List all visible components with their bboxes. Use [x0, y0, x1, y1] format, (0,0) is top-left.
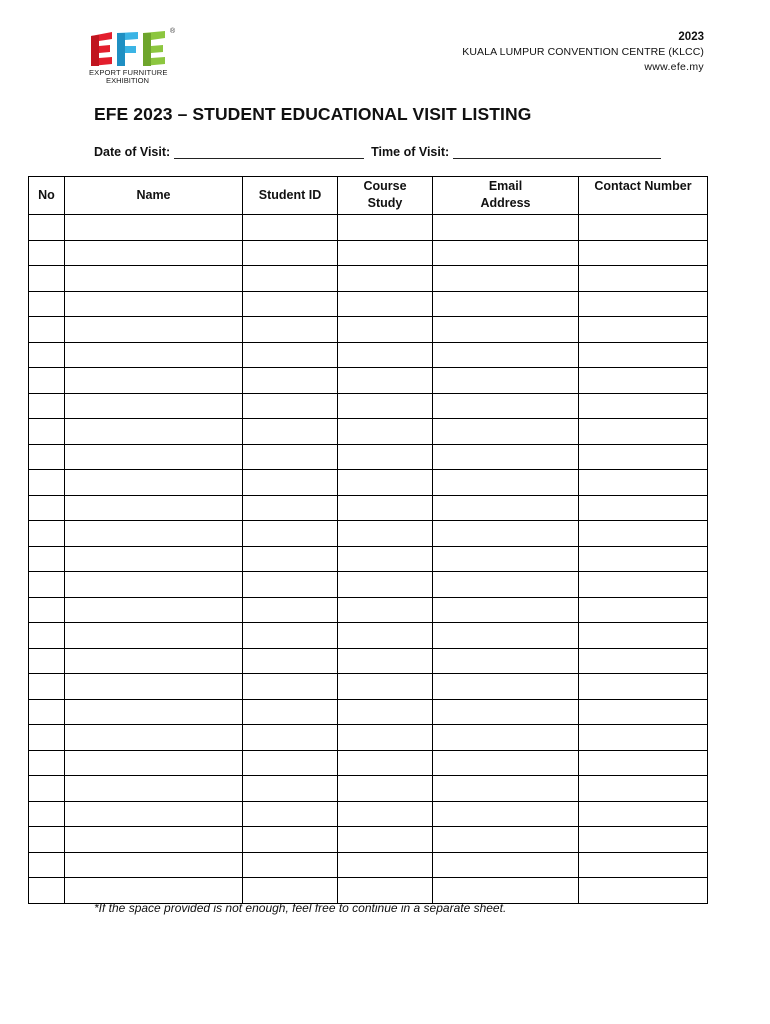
cell-contact-number[interactable]: [579, 648, 708, 674]
cell-student-id[interactable]: [243, 368, 338, 394]
cell-student-id[interactable]: [243, 419, 338, 445]
cell-student-id[interactable]: [243, 674, 338, 700]
cell-no[interactable]: [29, 470, 65, 496]
cell-course-study[interactable]: [338, 674, 433, 700]
cell-student-id[interactable]: [243, 750, 338, 776]
event-year: 2023: [678, 31, 704, 43]
cell-contact-number[interactable]: [579, 342, 708, 368]
cell-email-address[interactable]: [433, 393, 579, 419]
cell-name[interactable]: [65, 597, 243, 623]
cell-no[interactable]: [29, 215, 65, 241]
cell-name[interactable]: [65, 368, 243, 394]
table-row: [29, 597, 708, 623]
cell-no[interactable]: [29, 597, 65, 623]
header-student-id: Student ID: [243, 177, 338, 215]
cell-email-address[interactable]: [433, 801, 579, 827]
table-row: [29, 801, 708, 827]
cell-contact-number[interactable]: [579, 240, 708, 266]
cell-no[interactable]: [29, 419, 65, 445]
cell-no[interactable]: [29, 801, 65, 827]
logo-text-line1: EXPORT FURNITURE: [89, 68, 168, 77]
cell-name[interactable]: [65, 776, 243, 802]
student-listing-table: [28, 176, 708, 904]
cell-contact-number[interactable]: [579, 495, 708, 521]
cell-student-id[interactable]: [243, 725, 338, 751]
cell-email-address[interactable]: [433, 750, 579, 776]
cell-student-id[interactable]: [243, 291, 338, 317]
cell-contact-number[interactable]: [579, 546, 708, 572]
cell-name[interactable]: [65, 699, 243, 725]
cell-course-study[interactable]: [338, 597, 433, 623]
cell-no[interactable]: [29, 495, 65, 521]
cell-name[interactable]: [65, 419, 243, 445]
cell-contact-number[interactable]: [579, 776, 708, 802]
efe-logo-mark: [88, 30, 168, 68]
cell-name[interactable]: [65, 623, 243, 649]
visit-details: [94, 145, 665, 159]
cell-student-id[interactable]: [243, 801, 338, 827]
cell-no[interactable]: [29, 699, 65, 725]
cell-student-id[interactable]: [243, 776, 338, 802]
table-row: [29, 266, 708, 292]
cell-name[interactable]: [65, 266, 243, 292]
cell-email-address[interactable]: [433, 317, 579, 343]
cell-email-address[interactable]: [433, 368, 579, 394]
cell-no[interactable]: [29, 572, 65, 598]
cell-name[interactable]: [65, 827, 243, 853]
cell-contact-number[interactable]: [579, 801, 708, 827]
cell-email-address[interactable]: [433, 597, 579, 623]
cell-email-address[interactable]: [433, 623, 579, 649]
table-row: [29, 623, 708, 649]
cell-no[interactable]: [29, 776, 65, 802]
cell-contact-number[interactable]: [579, 291, 708, 317]
table-row: [29, 699, 708, 725]
cell-contact-number[interactable]: [579, 674, 708, 700]
table-row: [29, 444, 708, 470]
cell-course-study[interactable]: [338, 521, 433, 547]
time-of-visit-field[interactable]: [453, 146, 661, 159]
cell-email-address[interactable]: [433, 291, 579, 317]
cell-name[interactable]: [65, 495, 243, 521]
header-course-line1: Course: [363, 179, 407, 193]
cell-student-id[interactable]: [243, 546, 338, 572]
cell-course-study[interactable]: [338, 495, 433, 521]
cell-student-id[interactable]: [243, 266, 338, 292]
header-course-study: [338, 177, 433, 215]
cell-name[interactable]: [65, 342, 243, 368]
cell-course-study[interactable]: [338, 546, 433, 572]
cell-contact-number[interactable]: [579, 393, 708, 419]
table-row: [29, 750, 708, 776]
cell-name[interactable]: [65, 215, 243, 241]
cell-course-study[interactable]: [338, 240, 433, 266]
cell-student-id[interactable]: [243, 470, 338, 496]
date-of-visit-label: Date of Visit:: [94, 145, 171, 159]
header-no: No: [29, 177, 65, 215]
cell-email-address[interactable]: [433, 878, 579, 904]
cell-email-address[interactable]: [433, 776, 579, 802]
cell-course-study[interactable]: [338, 725, 433, 751]
table-row: [29, 215, 708, 241]
event-info: [462, 30, 704, 75]
table-row: [29, 674, 708, 700]
cell-course-study[interactable]: [338, 750, 433, 776]
header-email-line1: Email: [488, 179, 523, 193]
cell-name[interactable]: [65, 291, 243, 317]
cell-course-study[interactable]: [338, 215, 433, 241]
cell-course-study[interactable]: [338, 648, 433, 674]
cell-no[interactable]: [29, 648, 65, 674]
cell-course-study[interactable]: [338, 776, 433, 802]
cell-contact-number[interactable]: [579, 878, 708, 904]
cell-email-address[interactable]: [433, 419, 579, 445]
cell-name[interactable]: [65, 852, 243, 878]
cell-no[interactable]: [29, 393, 65, 419]
cell-name[interactable]: [65, 674, 243, 700]
table-row: [29, 878, 708, 904]
cell-contact-number[interactable]: [579, 623, 708, 649]
table-row: [29, 776, 708, 802]
table-body: [29, 215, 708, 904]
cell-email-address[interactable]: [433, 444, 579, 470]
cell-course-study[interactable]: [338, 801, 433, 827]
table-row: [29, 419, 708, 445]
cell-contact-number[interactable]: [579, 827, 708, 853]
cell-email-address[interactable]: [433, 852, 579, 878]
cell-contact-number[interactable]: [579, 597, 708, 623]
cell-email-address[interactable]: [433, 674, 579, 700]
cell-name[interactable]: [65, 750, 243, 776]
cell-name[interactable]: [65, 521, 243, 547]
cell-email-address[interactable]: [433, 572, 579, 598]
cell-no[interactable]: [29, 725, 65, 751]
cell-course-study[interactable]: [338, 368, 433, 394]
cell-name[interactable]: [65, 648, 243, 674]
cell-contact-number[interactable]: [579, 368, 708, 394]
cell-course-study[interactable]: [338, 827, 433, 853]
cell-email-address[interactable]: [433, 470, 579, 496]
date-of-visit-field[interactable]: [174, 146, 364, 159]
table-row: [29, 470, 708, 496]
cell-contact-number[interactable]: [579, 470, 708, 496]
cell-name[interactable]: [65, 572, 243, 598]
cell-student-id[interactable]: [243, 597, 338, 623]
cell-no[interactable]: [29, 623, 65, 649]
table-row: [29, 648, 708, 674]
cell-name[interactable]: [65, 393, 243, 419]
cell-contact-number[interactable]: [579, 444, 708, 470]
cell-no[interactable]: [29, 317, 65, 343]
page-title: EFE 2023 – STUDENT EDUCATIONAL VISIT LISTING: [94, 104, 532, 124]
cell-course-study[interactable]: [338, 470, 433, 496]
cell-contact-number[interactable]: [579, 725, 708, 751]
cell-email-address[interactable]: [433, 240, 579, 266]
cell-no[interactable]: [29, 291, 65, 317]
cell-name[interactable]: [65, 444, 243, 470]
cell-course-study[interactable]: [338, 393, 433, 419]
cell-name[interactable]: [65, 725, 243, 751]
cell-no[interactable]: [29, 674, 65, 700]
table-row: [29, 546, 708, 572]
cell-no[interactable]: [29, 266, 65, 292]
cell-student-id[interactable]: [243, 215, 338, 241]
cell-no[interactable]: [29, 750, 65, 776]
cell-name[interactable]: [65, 470, 243, 496]
cell-contact-number[interactable]: [579, 750, 708, 776]
cell-email-address[interactable]: [433, 827, 579, 853]
cell-name[interactable]: [65, 546, 243, 572]
cell-student-id[interactable]: [243, 878, 338, 904]
table-row: [29, 827, 708, 853]
cell-student-id[interactable]: [243, 572, 338, 598]
cell-course-study[interactable]: [338, 444, 433, 470]
footnote: *If the space provided is not enough, feel free to continue in a separate sheet.: [94, 901, 507, 915]
cell-course-study[interactable]: [338, 419, 433, 445]
cell-course-study[interactable]: [338, 623, 433, 649]
header-email-line2: Address: [480, 196, 531, 210]
cell-student-id[interactable]: [243, 342, 338, 368]
cell-no[interactable]: [29, 444, 65, 470]
table-row: [29, 572, 708, 598]
cell-email-address[interactable]: [433, 215, 579, 241]
cell-course-study[interactable]: [338, 266, 433, 292]
cell-email-address[interactable]: [433, 521, 579, 547]
cell-email-address[interactable]: [433, 699, 579, 725]
cell-course-study[interactable]: [338, 572, 433, 598]
cell-no[interactable]: [29, 521, 65, 547]
event-venue: KUALA LUMPUR CONVENTION CENTRE (KLCC): [462, 46, 704, 58]
cell-student-id[interactable]: [243, 240, 338, 266]
cell-email-address[interactable]: [433, 725, 579, 751]
cell-email-address[interactable]: [433, 495, 579, 521]
header-course-line2: Study: [367, 196, 403, 210]
registered-mark: ®: [170, 28, 176, 35]
cell-student-id[interactable]: [243, 521, 338, 547]
cell-contact-number[interactable]: [579, 317, 708, 343]
cell-no[interactable]: [29, 546, 65, 572]
cell-contact-number[interactable]: [579, 419, 708, 445]
cell-student-id[interactable]: [243, 317, 338, 343]
table-row: [29, 852, 708, 878]
cell-name[interactable]: [65, 878, 243, 904]
cell-student-id[interactable]: [243, 699, 338, 725]
cell-student-id[interactable]: [243, 623, 338, 649]
cell-contact-number[interactable]: [579, 852, 708, 878]
table-row: [29, 725, 708, 751]
cell-no[interactable]: [29, 852, 65, 878]
cell-name[interactable]: [65, 317, 243, 343]
cell-student-id[interactable]: [243, 444, 338, 470]
table-row: [29, 393, 708, 419]
cell-course-study[interactable]: [338, 699, 433, 725]
cell-student-id[interactable]: [243, 852, 338, 878]
table-header-row: [29, 177, 708, 215]
cell-course-study[interactable]: [338, 852, 433, 878]
table-row: [29, 291, 708, 317]
cell-student-id[interactable]: [243, 495, 338, 521]
cell-email-address[interactable]: [433, 266, 579, 292]
cell-no[interactable]: [29, 240, 65, 266]
cell-course-study[interactable]: [338, 878, 433, 904]
cell-name[interactable]: [65, 240, 243, 266]
cell-contact-number[interactable]: [579, 215, 708, 241]
header-name: Name: [65, 177, 243, 215]
cell-course-study[interactable]: [338, 342, 433, 368]
cell-no[interactable]: [29, 368, 65, 394]
cell-contact-number[interactable]: [579, 699, 708, 725]
cell-email-address[interactable]: [433, 648, 579, 674]
cell-course-study[interactable]: [338, 317, 433, 343]
cell-no[interactable]: [29, 878, 65, 904]
cell-contact-number[interactable]: [579, 266, 708, 292]
cell-course-study[interactable]: [338, 291, 433, 317]
cell-student-id[interactable]: [243, 648, 338, 674]
table-row: [29, 342, 708, 368]
logo-text-line2: EXHIBITION: [106, 76, 150, 85]
cell-no[interactable]: [29, 827, 65, 853]
cell-student-id[interactable]: [243, 827, 338, 853]
cell-name[interactable]: [65, 801, 243, 827]
header-email-address: [433, 177, 579, 215]
table-row: [29, 317, 708, 343]
event-website: www.efe.my: [644, 61, 704, 73]
cell-contact-number[interactable]: [579, 572, 708, 598]
table-row: [29, 240, 708, 266]
cell-student-id[interactable]: [243, 393, 338, 419]
time-of-visit-label: Time of Visit:: [371, 145, 450, 159]
table-row: [29, 521, 708, 547]
cell-email-address[interactable]: [433, 342, 579, 368]
table-row: [29, 368, 708, 394]
logo: [88, 30, 183, 86]
cell-contact-number[interactable]: [579, 521, 708, 547]
header-contact-number: Contact Number: [579, 177, 708, 215]
cell-email-address[interactable]: [433, 546, 579, 572]
cell-no[interactable]: [29, 342, 65, 368]
table-row: [29, 495, 708, 521]
